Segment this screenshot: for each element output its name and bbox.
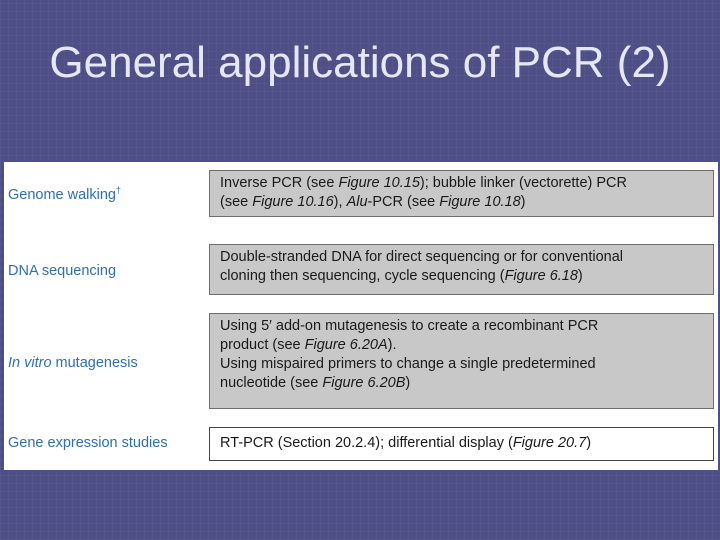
row-box-in-vitro-mutagenesis [209, 313, 714, 409]
row-label-text: DNA sequencing [8, 263, 117, 279]
row-label-text: Genome walking [8, 186, 116, 203]
row-label-in-vitro-mutagenesis [8, 355, 138, 371]
box-line: (see Figure 10.16), Alu-PCR (see Figure 10.18) [220, 194, 526, 210]
box-line: nucleotide (see Figure 6.20B) [220, 375, 411, 391]
box-line: product (see Figure 6.20A). [220, 337, 397, 353]
dagger-footnote-mark: † [116, 185, 122, 195]
row-box-genome-walking [209, 170, 714, 217]
row-label-text: mutagenesis [51, 355, 138, 371]
box-line: Using 5′ add-on mutagenesis to create a recombinant PCR [220, 318, 599, 334]
row-label-italic-text: In vitro [8, 355, 52, 371]
box-line: RT-PCR (Section 20.2.4); differential display (Figure 20.7) [220, 435, 592, 451]
box-line: cloning then sequencing, cycle sequencing (Figure 6.18) [220, 268, 583, 284]
row-box-gene-expression-studies [209, 427, 714, 461]
box-line: Inverse PCR (see Figure 10.15); bubble linker (vectorette) PCR [220, 175, 627, 191]
slide-title: General applications of PCR (2) [49, 38, 671, 87]
box-line: Using mispaired primers to change a single predetermined [220, 356, 596, 372]
row-label-text: Gene expression studies [8, 435, 168, 451]
row-label-gene-expression-studies [8, 435, 168, 451]
applications-table [4, 162, 718, 470]
box-line: Double-stranded DNA for direct sequencing or for conventional [220, 249, 624, 265]
row-box-dna-sequencing [209, 244, 714, 295]
row-label-genome-walking [8, 185, 121, 203]
row-label-dna-sequencing [8, 263, 116, 279]
